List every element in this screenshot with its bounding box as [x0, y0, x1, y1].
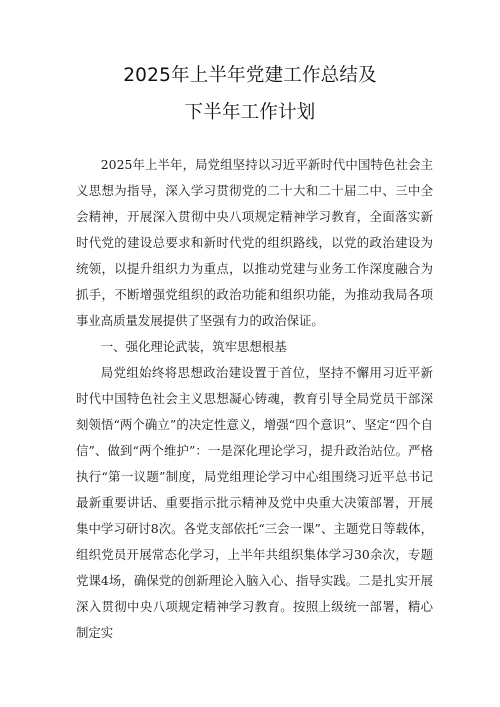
section-1-paragraph: 局党组始终将思想政治建设置于首位，坚持不懈用习近平新时代中国特色社会主义思想凝心铸魂，教育引导全局党员干部深刻领悟“两个确立”的决定性意义，增强“四个意识”、坚定“四个自信”、做到“两个维护”：一是深化理论学习，提升政治站位。严格执行“第一议题”制度，局党组理论学习中心组围绕习近平总书记最新重要讲话、重要指示批示精神及党中央重大决策部署，开展集中学习研讨8次。各党支部依托“三会一课”、主题党日等载体，组织党员开展常态化学习，上半年共组织集体学习30余次，专题党课4场，确保党的创新理论入脑入心、指导实践。二是扎实开展深入贯彻中央八项规定精神学习教育。按照上级统一部署，精心制定实: [76, 365, 433, 640]
intro-paragraph: 2025年上半年，局党组坚持以习近平新时代中国特色社会主义思想为指导，深入学习贯彻党的二十大和二十届二中、三中全会精神，开展深入贯彻中央八项规定精神学习教育，全面落实新时代党的建设总要求和新时代党的组织路线，以党的政治建设为统领，以提升组织力为重点，以推动党建与业务工作深度融合为抓手，不断增强党组织的政治功能和组织功能，为推动我局各项事业高质量发展提供了坚强有力的政治保证。: [76, 157, 433, 328]
document-title-line-2: 下半年工作计划: [184, 102, 316, 123]
section-heading-1: 一、强化理论武装，筑牢思想根基: [100, 339, 287, 354]
document-body: [76, 152, 433, 646]
document-title-line-1: 2025年上半年党建工作总结及: [123, 65, 377, 86]
